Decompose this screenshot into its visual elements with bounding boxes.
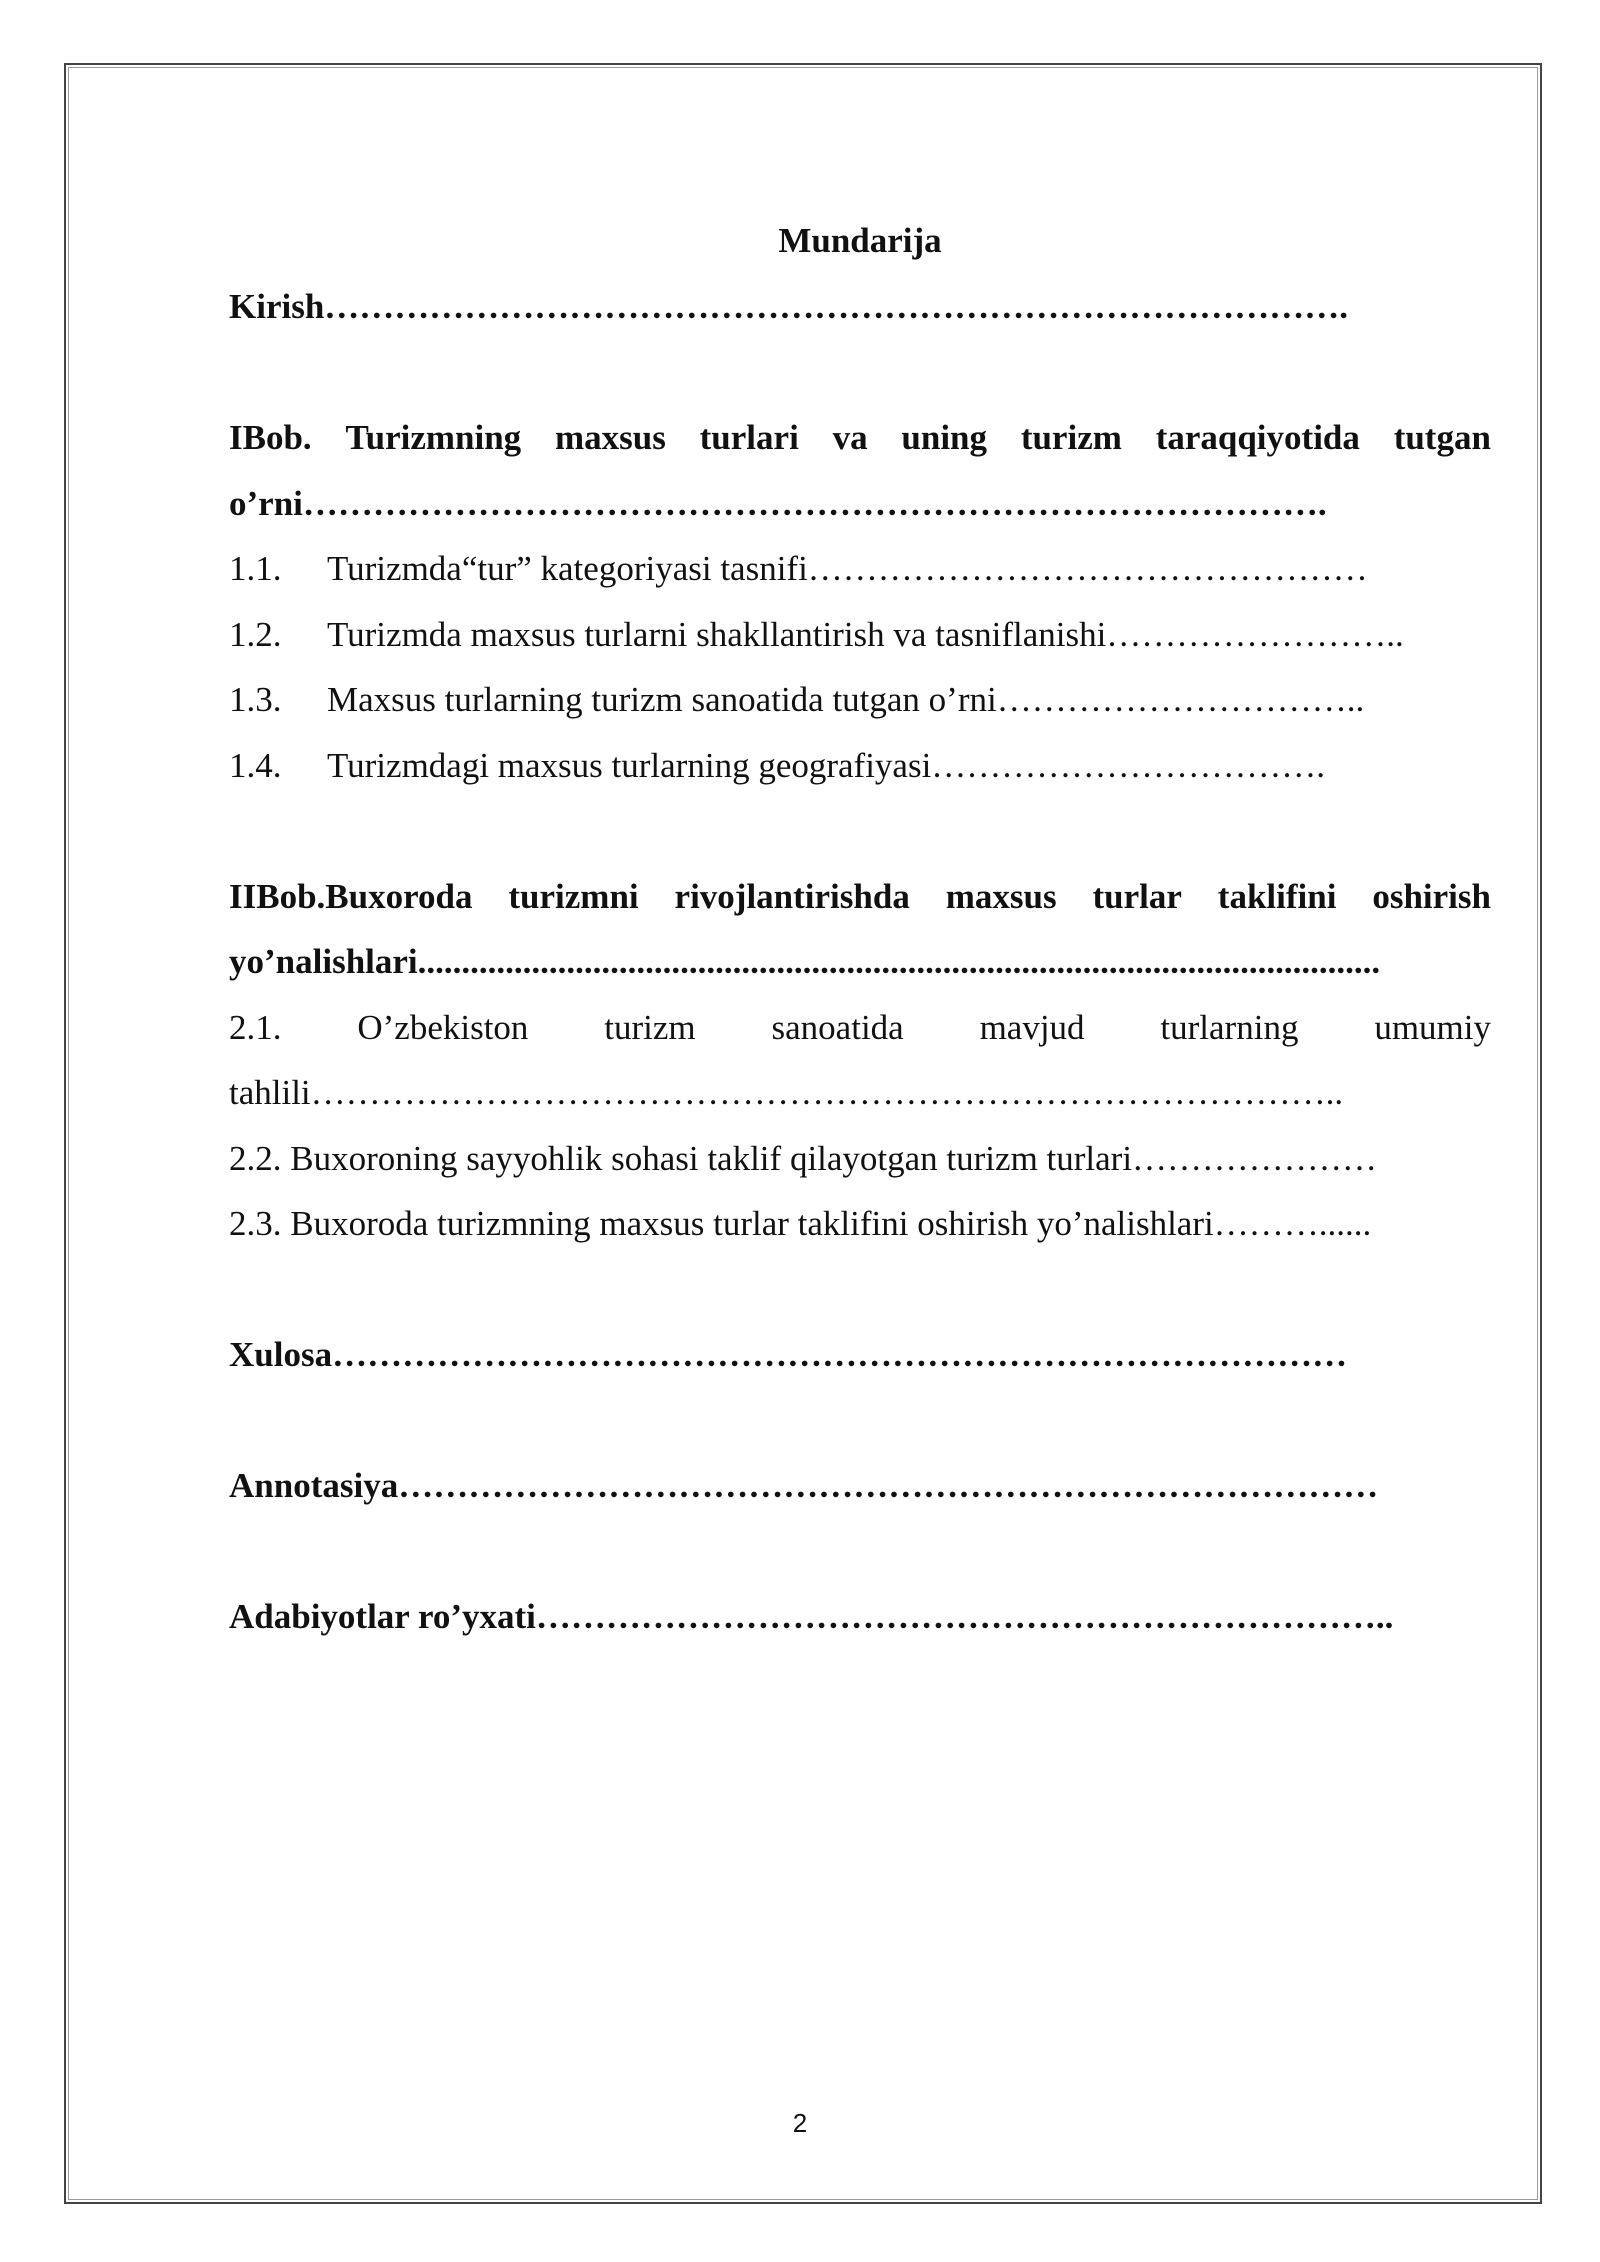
heading-word: tutgan bbox=[1393, 418, 1491, 457]
heading-word: oshirish bbox=[1372, 876, 1491, 916]
section-title: Turizmda maxsus turlarni shakllantirish va tasniflanishi…………………….. bbox=[327, 614, 1404, 654]
heading-word: taraqqiyotida bbox=[1155, 418, 1360, 457]
heading-word: turlari bbox=[699, 418, 799, 457]
heading-word: Turizmning bbox=[345, 418, 522, 457]
heading-word: rivojlantirishda bbox=[674, 876, 910, 916]
heading-word: uning bbox=[901, 418, 988, 457]
spacer bbox=[229, 1257, 1491, 1323]
toc-entry-1-2 bbox=[229, 602, 1491, 668]
section-number: 1.2. bbox=[229, 614, 282, 654]
toc-entry-kirish: Kirish……………………………………………………………………………. bbox=[229, 287, 1349, 326]
section-word: O’zbekiston bbox=[357, 1007, 529, 1047]
toc-entry-2-2: 2.2. Buxoroning sayyohlik sohasi taklif qilayotgan turizm turlari………………… bbox=[229, 1138, 1378, 1178]
chapter-2-title-part bbox=[229, 864, 1491, 930]
toc-entry-1-4 bbox=[229, 733, 1491, 799]
toc-chapter-1-line-1 bbox=[229, 405, 1491, 471]
toc-entry-2-1-line-2: tahlili…………………………………………………………………………….. bbox=[229, 1073, 1344, 1112]
toc-entry-1-3 bbox=[229, 667, 1491, 733]
section-word: mavjud bbox=[979, 1007, 1085, 1047]
toc-entry-xulosa: Xulosa…………………………………………………………………………… bbox=[229, 1335, 1348, 1374]
toc-entry-1-1 bbox=[229, 536, 1491, 602]
section-word: sanoatida bbox=[771, 1007, 904, 1047]
section-title: Turizmda“tur” kategoriyasi tasnifi………………………………………… bbox=[327, 549, 1368, 588]
heading-word: turizmni bbox=[508, 876, 639, 916]
spacer bbox=[229, 798, 1491, 864]
section-number: 1.4. bbox=[229, 745, 282, 785]
section-word: umumiy bbox=[1374, 1007, 1491, 1047]
section-title: Maxsus turlarning turizm sanoatida tutgan o’rni………………………….. bbox=[327, 680, 1365, 719]
spacer bbox=[229, 340, 1491, 406]
chapter-1-title-part bbox=[229, 405, 1491, 471]
section-title: Turizmdagi maxsus turlarning geografiyasi……………………………. bbox=[327, 745, 1326, 785]
section-number: 1.1. bbox=[229, 549, 282, 588]
table-of-contents bbox=[229, 208, 1491, 1650]
spacer bbox=[229, 1388, 1491, 1454]
section-word: turlarning bbox=[1160, 1007, 1299, 1047]
toc-entry-annotasiya: Annotasiya………………………………………………………………………… bbox=[229, 1466, 1379, 1505]
heading-word: maxsus bbox=[554, 418, 666, 457]
heading-word: maxsus bbox=[945, 876, 1057, 916]
section-word: turizm bbox=[604, 1007, 696, 1047]
toc-entry-adabiyotlar: Adabiyotlar ro’yxati……………………………………………………………….. bbox=[229, 1597, 1394, 1636]
toc-chapter-1-line-2: o’rni……………………………………………………………………………. bbox=[229, 483, 1327, 523]
heading-word: va bbox=[832, 418, 868, 457]
page-title: Mundarija bbox=[778, 221, 942, 260]
page-number: 2 bbox=[792, 2108, 808, 2138]
toc-chapter-2-line-2: yo’nalishlari.............................................................................................................. bbox=[229, 942, 1381, 981]
toc-chapter-2-line-1 bbox=[229, 864, 1491, 930]
toc-entry-2-3: 2.3. Buxoroda turizmning maxsus turlar taklifini oshirish yo’nalishlari………...... bbox=[229, 1204, 1372, 1243]
toc-entry-2-1-line-1 bbox=[229, 995, 1491, 1061]
section-number: 1.3. bbox=[229, 680, 282, 719]
heading-word: turlar bbox=[1092, 876, 1182, 916]
heading-word: taklifini bbox=[1217, 876, 1337, 916]
heading-word: IBob. bbox=[229, 418, 312, 457]
section-number: 2.1. bbox=[229, 1007, 282, 1047]
heading-word: turizm bbox=[1020, 418, 1122, 457]
heading-word: IIBob.Buxoroda bbox=[229, 876, 473, 916]
spacer bbox=[229, 1519, 1491, 1585]
